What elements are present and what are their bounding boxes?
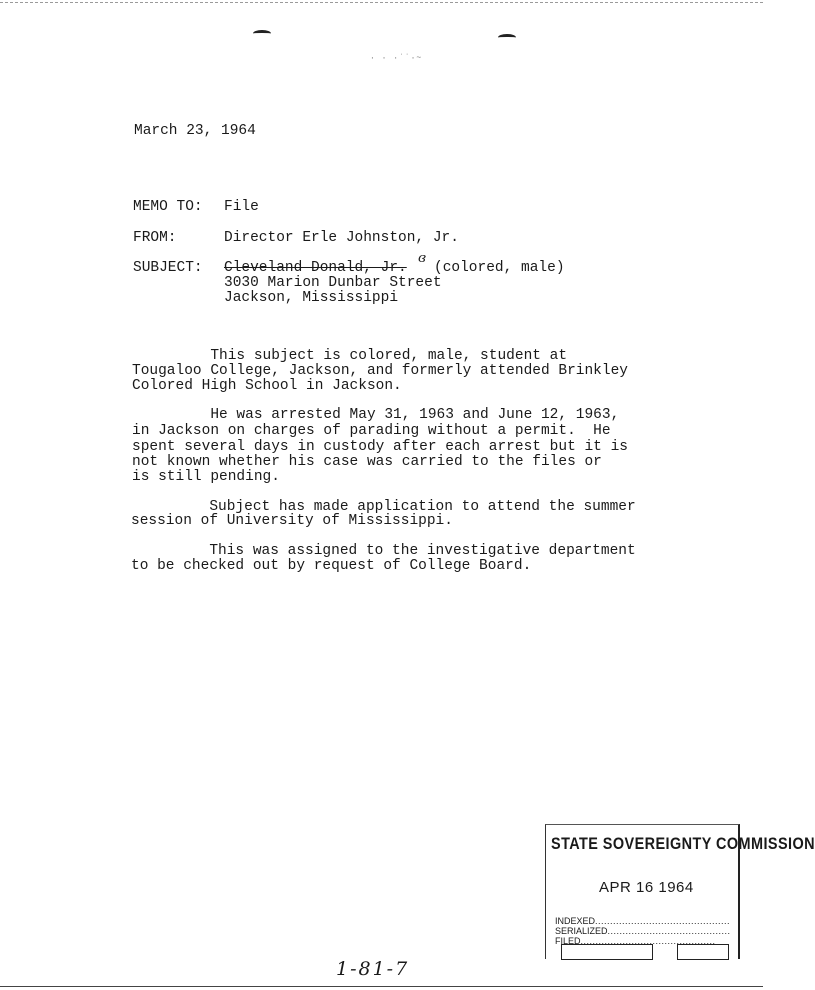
paragraph-2-line-2: in Jackson on charges of parading without a permit. He xyxy=(132,423,611,439)
paragraph-4-line-1: This was assigned to the investigative department xyxy=(131,543,636,559)
subject-label: SUBJECT: xyxy=(133,260,203,276)
stamp-indexed-row: INDEXED............................................. xyxy=(555,916,731,926)
scan-smudge: · · ·˙˙·~ xyxy=(370,54,423,63)
stamp-date: APR 16 1964 xyxy=(599,879,694,896)
subject-descriptor: (colored, male) xyxy=(434,260,565,276)
subject-address-line-1: 3030 Marion Dunbar Street xyxy=(224,275,442,291)
file-number: 1-81-7 xyxy=(336,958,410,980)
bottom-edge xyxy=(0,986,763,987)
stamp-filed-label: FILED xyxy=(555,936,581,946)
memo-to-value: File xyxy=(224,199,259,215)
subject-address-line-2: Jackson, Mississippi xyxy=(224,290,399,306)
stamp-box-right xyxy=(677,944,729,960)
paragraph-3-line-1: Subject has made application to attend the summer xyxy=(131,499,636,515)
paragraph-4-line-2: to be checked out by request of College Board. xyxy=(131,558,532,574)
memo-date: March 23, 1964 xyxy=(134,123,256,139)
paragraph-3-line-2: session of University of Mississippi. xyxy=(131,513,453,529)
handwritten-checkmark: ɞ xyxy=(418,251,426,266)
paragraph-1-line-2: Tougaloo College, Jackson, and formerly attended Brinkley xyxy=(132,363,628,379)
from-label: FROM: xyxy=(133,230,177,246)
stamp-title: STATE SOVEREIGNTY COMMISSION xyxy=(551,834,815,853)
paragraph-1-line-1: This subject is colored, male, student at xyxy=(132,348,568,364)
subject-name: Cleveland Donald, Jr. xyxy=(224,260,407,276)
paragraph-2-line-5: is still pending. xyxy=(132,469,280,485)
received-stamp xyxy=(545,824,815,959)
hole-punch-mark-right xyxy=(498,34,516,41)
stamp-filed-row: FILED............................................. xyxy=(555,936,716,946)
stamp-indexed-label: INDEXED xyxy=(555,916,596,926)
paragraph-2-line-1: He was arrested May 31, 1963 and June 12, 1963, xyxy=(132,407,620,423)
stamp-box-left xyxy=(561,944,653,960)
paragraph-1-line-3: Colored High School in Jackson. xyxy=(132,378,402,394)
paragraph-2-line-4: not known whether his case was carried to the files or xyxy=(132,454,602,470)
hole-punch-mark-left xyxy=(253,30,271,37)
stamp-serialized-row: SERIALIZED......................................... xyxy=(555,926,731,936)
stamp-serialized-label: SERIALIZED xyxy=(555,926,608,936)
memo-to-label: MEMO TO: xyxy=(133,199,203,215)
top-edge xyxy=(0,2,763,3)
from-value: Director Erle Johnston, Jr. xyxy=(224,230,459,246)
paragraph-2-line-3: spent several days in custody after each arrest but it is xyxy=(132,439,628,455)
